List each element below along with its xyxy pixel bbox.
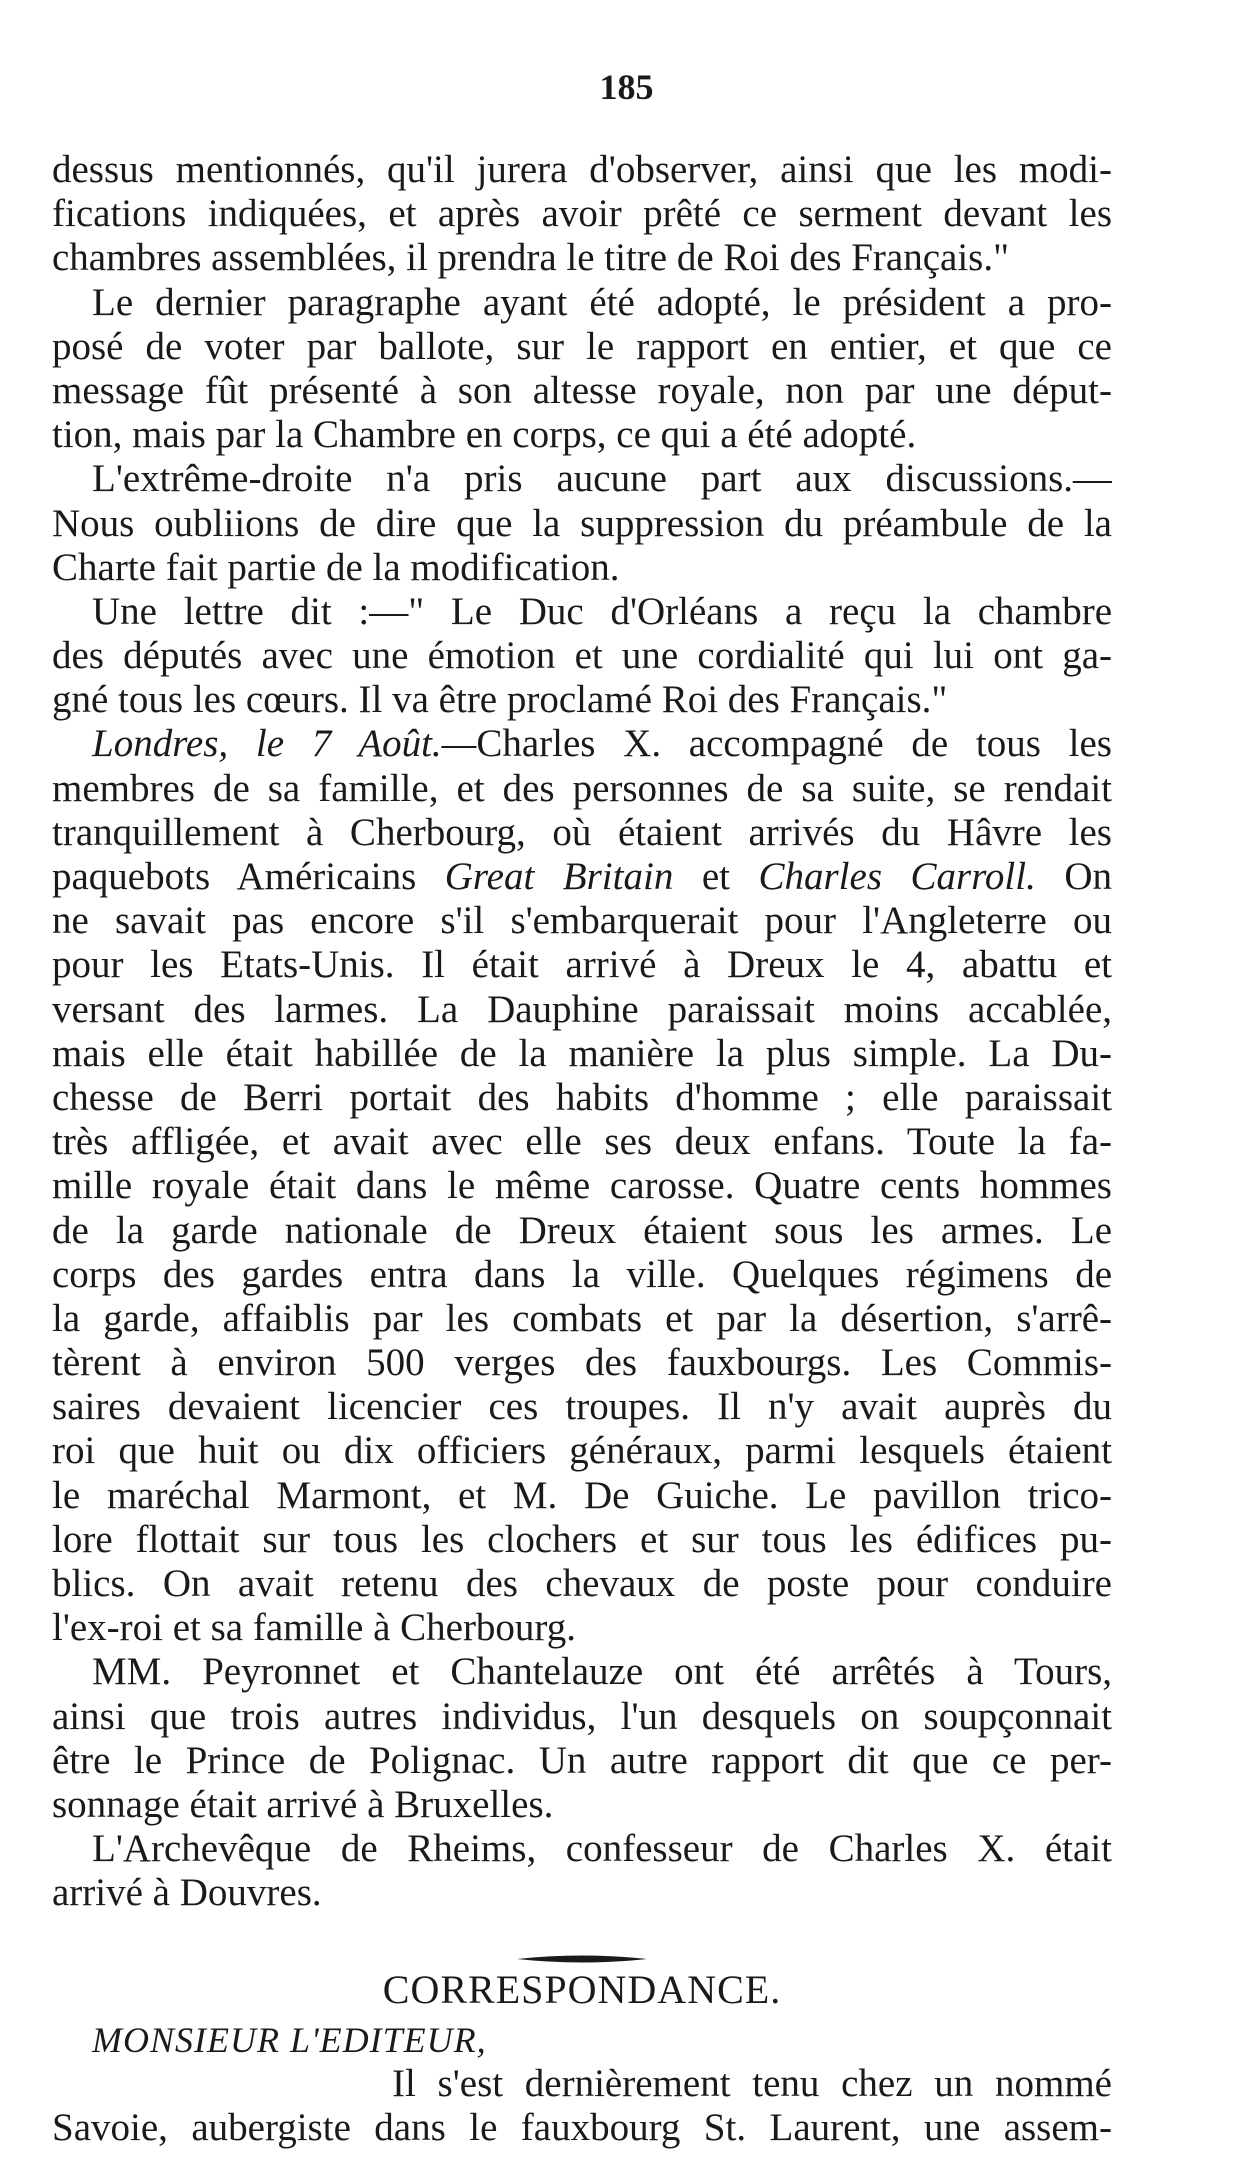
ornamental-rule xyxy=(52,1934,1112,1962)
salutation: MONSIEUR L'EDITEUR, xyxy=(92,2019,487,2060)
article-body xyxy=(52,148,1112,2150)
text-line: la garde, affaiblis par les combats et par la désertion, s'arrê- xyxy=(52,1296,1112,1340)
text-line: blics. On avait retenu des chevaux de poste pour conduire xyxy=(52,1562,1112,1605)
page-number: 185 xyxy=(599,67,654,107)
section-heading: CORRESPONDANCE. xyxy=(382,1966,782,2012)
text-line: Nous oubliions de dire que la suppression du préambule de la xyxy=(52,501,1112,545)
text-line: sonnage était arrivé à Bruxelles. xyxy=(52,1782,554,1826)
text-line: Londres, le 7 Août.—Charles X. accompagné de tous les xyxy=(92,722,1112,766)
text-line: de la garde nationale de Dreux étaient sous les armes. Le xyxy=(52,1208,1112,1252)
text-line: gné tous les cœurs. Il va être proclamé Roi des Français." xyxy=(52,678,948,722)
text-line: L'extrême-droite n'a pris aucune part aux discussions.— xyxy=(92,457,1112,501)
text-line: l'ex-roi et sa famille à Cherbourg. xyxy=(52,1606,576,1650)
text-line: des députés avec une émotion et une cordialité qui lui ont ga- xyxy=(52,634,1112,678)
text-line: Charte fait partie de la modification. xyxy=(52,545,620,589)
text-line: roi que huit ou dix officiers généraux, parmi lesquels étaient xyxy=(52,1429,1112,1473)
text-line: fications indiquées, et après avoir prêté ce serment devant les xyxy=(52,192,1112,236)
text-line: MM. Peyronnet et Chantelauze ont été arrêtés à Tours, xyxy=(92,1650,1112,1694)
text-line: saires devaient licencier ces troupes. Il n'y avait auprès du xyxy=(52,1385,1112,1429)
dateline: Londres, le 7 Août.— xyxy=(92,722,477,766)
text-line: Savoie, aubergiste dans le fauxbourg St. Laurent, une assem- xyxy=(52,2105,1112,2149)
text-line: versant des larmes. La Dauphine paraissait moins accablée, xyxy=(52,987,1112,1031)
text-line: mille royale était dans le même carosse. Quatre cents hommes xyxy=(52,1164,1112,1208)
text-line: le maréchal Marmont, et M. De Guiche. Le pavillon trico- xyxy=(52,1473,1112,1517)
text-line: chesse de Berri portait des habits d'homme ; elle paraissait xyxy=(52,1075,1112,1119)
text-line: mais elle était habillée de la manière la plus simple. La Du- xyxy=(52,1031,1112,1075)
text-line: dessus mentionnés, qu'il jurera d'observer, ainsi que les modi- xyxy=(52,148,1112,191)
text-line: tion, mais par la Chambre en corps, ce qui a été adopté. xyxy=(52,413,917,457)
text-line: Il s'est dernièrement tenu chez un nommé xyxy=(392,2061,1112,2105)
text-line: posé de voter par ballote, sur le rapport en entier, et que ce xyxy=(52,324,1112,368)
text-line: message fût présenté à son altesse royale, non par une déput- xyxy=(52,368,1112,412)
text-line: tèrent à environ 500 verges des fauxbourgs. Les Commis- xyxy=(52,1341,1112,1385)
text-line: tranquillement à Cherbourg, où étaient arrivés du Hâvre les xyxy=(52,810,1112,854)
text-line: L'Archevêque de Rheims, confesseur de Charles X. était xyxy=(92,1827,1112,1871)
text-line: lore flottait sur tous les clochers et sur tous les édifices pu- xyxy=(52,1517,1112,1561)
text-line: Une lettre dit :—" Le Duc d'Orléans a reçu la chambre xyxy=(92,589,1112,633)
text-line: pour les Etats-Unis. Il était arrivé à Dreux le 4, abattu et xyxy=(52,943,1112,987)
text-line: chambres assemblées, il prendra le titre de Roi des Français." xyxy=(52,236,1010,280)
text-line: ne savait pas encore s'il s'embarquerait pour l'Angleterre ou xyxy=(52,899,1112,943)
text-line: membres de sa famille, et des personnes de sa suite, se rendait xyxy=(52,766,1112,810)
text-line: très affligée, et avait avec elle ses deux enfans. Toute la fa- xyxy=(52,1120,1112,1164)
text-line: corps des gardes entra dans la ville. Quelques régimens de xyxy=(52,1252,1112,1296)
ship-name: Great Britain xyxy=(444,855,674,898)
text-line: paquebots Américains Great Britain et Charles Carroll. On xyxy=(52,855,1112,898)
text-line: Le dernier paragraphe ayant été adopté, le président a pro- xyxy=(92,280,1112,324)
text-line: être le Prince de Polignac. Un autre rapport dit que ce per- xyxy=(52,1738,1112,1782)
text-line: ainsi que trois autres individus, l'un desquels on soupçonnait xyxy=(52,1694,1112,1738)
text-line: arrivé à Douvres. xyxy=(52,1871,322,1915)
ship-name: Charles Carroll. xyxy=(758,855,1036,898)
